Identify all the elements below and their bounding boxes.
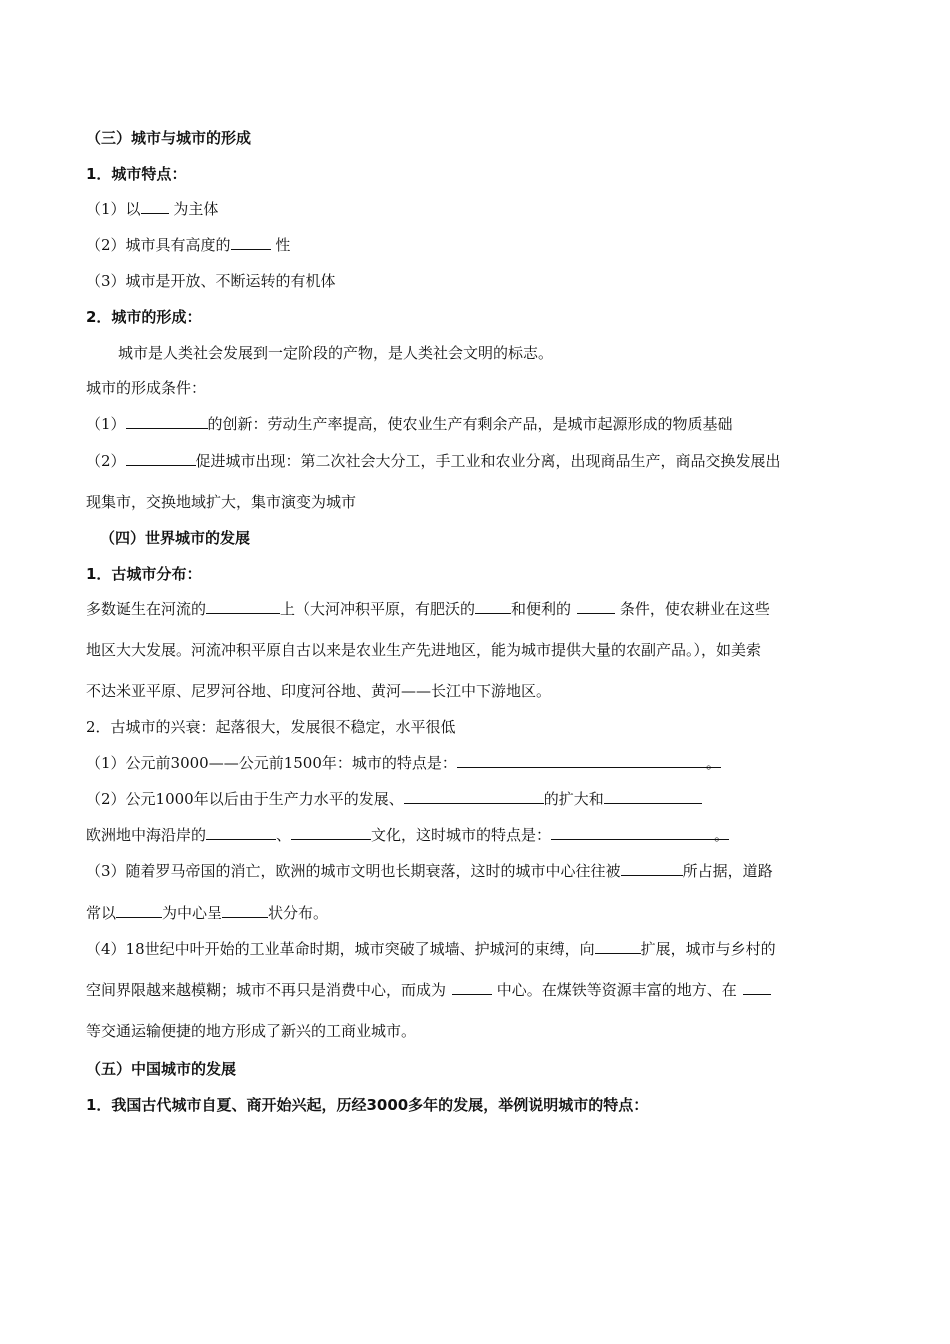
- distribution-line-1: [86, 598, 866, 620]
- rise-fall-2-text-c: 欧洲地中海沿岸的: [86, 826, 207, 844]
- ancient-distribution-heading: [86, 563, 866, 585]
- blank-mediterranean-2[interactable]: [291, 824, 371, 840]
- rise-fall-2-text-d: 、: [276, 826, 292, 844]
- condition-2-line: [86, 450, 866, 472]
- feature-1-text-a: （1）以: [86, 200, 141, 218]
- blank-main-body[interactable]: [141, 198, 169, 214]
- blank-river-location[interactable]: [206, 598, 280, 614]
- rise-fall-4-text-d: 中心。在煤铁等资源丰富的地方、在: [492, 981, 737, 999]
- section-3-heading: （三）城市与城市的形成: [86, 129, 252, 147]
- china-cities-question: 1．我国古代城市自夏、商开始兴起，历经3000多年的发展，举例说明城市的特点：: [86, 1096, 649, 1114]
- blank-productivity[interactable]: [404, 788, 544, 804]
- rise-fall-1-text: （1）公元前3000——公元前1500年：城市的特点是：: [86, 754, 457, 772]
- rise-fall-2-line: [86, 788, 866, 810]
- rise-fall-2-end: 。: [714, 826, 730, 844]
- blank-center-type[interactable]: [452, 979, 492, 995]
- condition-1-text-b: 的创新：劳动生产率提高，使农业生产有剩余产品，是城市起源形成的物质基础: [207, 415, 733, 433]
- condition-1-line: [86, 413, 866, 435]
- rise-fall-4-text-b: 扩展，城市与乡村的: [640, 940, 776, 958]
- rise-fall-heading: 2．古城市的兴衰：起落很大，发展很不稳定，水平很低: [86, 718, 456, 736]
- rise-fall-2-text-e: 文化，这时城市的特点是：: [371, 826, 552, 844]
- feature-2-text-a: （2）城市具有高度的: [86, 236, 231, 254]
- feature-2-line: [86, 234, 866, 256]
- rise-fall-1-end: 。: [705, 754, 721, 772]
- feature-2-text-b: 性: [270, 236, 291, 254]
- distribution-text-c: 和便利的: [511, 600, 572, 618]
- city-features-heading: 1．城市特点：: [86, 165, 187, 183]
- rise-fall-2-text-a: （2）公元1000年以后由于生产力水平的发展、: [86, 790, 404, 808]
- rise-fall-4-end: 等交通运输便捷的地方形成了新兴的工商业城市。: [86, 1022, 417, 1040]
- feature-1-text-b: 为主体: [168, 200, 219, 218]
- feature-1-line: [86, 198, 866, 220]
- blank-road-center[interactable]: [116, 902, 162, 918]
- rise-fall-3-text-d: 为中心呈: [162, 904, 223, 922]
- rise-fall-3-text-a: （3）随着罗马帝国的消亡，欧洲的城市文明也长期衰落，这时的城市中心往往被: [86, 862, 621, 880]
- distribution-line-2: 地区大大发展。河流冲积平原自古以来是农业生产先进地区，能为城市提供大量的农副产品。），如美索: [86, 641, 762, 659]
- blank-rise-fall-1[interactable]: [457, 752, 721, 772]
- blank-occupied-by[interactable]: [621, 860, 683, 876]
- distribution-line-3: 不达米亚平原、尼罗河谷地、印度河谷地、黄河——长江中下游地区。: [86, 682, 552, 700]
- rise-fall-3-continued: [86, 902, 866, 924]
- rise-fall-2-continued: [86, 824, 866, 846]
- distribution-text-b: 上（大河冲积平原，有肥沃的: [280, 600, 476, 618]
- blank-expansion[interactable]: [604, 788, 702, 804]
- blank-road-pattern[interactable]: [222, 902, 268, 918]
- ancient-distribution-title: 1．古城市分布：: [86, 565, 202, 583]
- rise-fall-3-line: [86, 860, 866, 882]
- formation-conditions-label: 城市的形成条件：: [86, 379, 207, 397]
- distribution-text-d: 条件，使农耕业在这些: [615, 600, 770, 618]
- condition-2-text-b: 促进城市出现：第二次社会大分工，手工业和农业分离，出现商品生产，商品交换发展出: [195, 452, 781, 470]
- feature-3-line: （3）城市是开放、不断运转的有机体: [86, 272, 336, 290]
- blank-expand-direction[interactable]: [595, 938, 641, 954]
- condition-2-continued: 现集市，交换地域扩大，集市演变为城市: [86, 493, 357, 511]
- blank-condition-2[interactable]: [126, 450, 196, 466]
- condition-2-text-a: （2）: [86, 452, 126, 470]
- blank-convenient[interactable]: [577, 598, 615, 614]
- condition-1-text-a: （1）: [86, 415, 126, 433]
- rise-fall-4-text-c: 空间界限越来越模糊；城市不再只是消费中心，而成为: [86, 981, 447, 999]
- blank-fertile[interactable]: [475, 598, 511, 614]
- section-4-heading: （四）世界城市的发展: [100, 529, 251, 547]
- blank-condition-1[interactable]: [126, 413, 208, 429]
- blank-mediterranean-1[interactable]: [206, 824, 276, 840]
- blank-feature-2[interactable]: [231, 234, 271, 250]
- rise-fall-1-line: [86, 752, 866, 774]
- distribution-text-a: 多数诞生在河流的: [86, 600, 207, 618]
- rise-fall-4-text-a: （4）18世纪中叶开始的工业革命时期，城市突破了城墙、护城河的束缚，向: [86, 940, 595, 958]
- rise-fall-3-text-b: 所占据，道路: [682, 862, 773, 880]
- blank-rise-fall-2[interactable]: [551, 824, 730, 844]
- rise-fall-4-line: [86, 938, 866, 960]
- rise-fall-4-continued: [86, 979, 866, 1001]
- city-formation-heading: 2．城市的形成：: [86, 308, 202, 326]
- rise-fall-3-text-e: 状分布。: [268, 904, 329, 922]
- rise-fall-3-text-c: 常以: [86, 904, 117, 922]
- section-5-heading: （五）中国城市的发展: [86, 1060, 237, 1078]
- formation-paragraph: 城市是人类社会发展到一定阶段的产物，是人类社会文明的标志。: [118, 344, 554, 362]
- blank-transport[interactable]: [743, 979, 771, 995]
- rise-fall-2-text-b: 的扩大和: [543, 790, 604, 808]
